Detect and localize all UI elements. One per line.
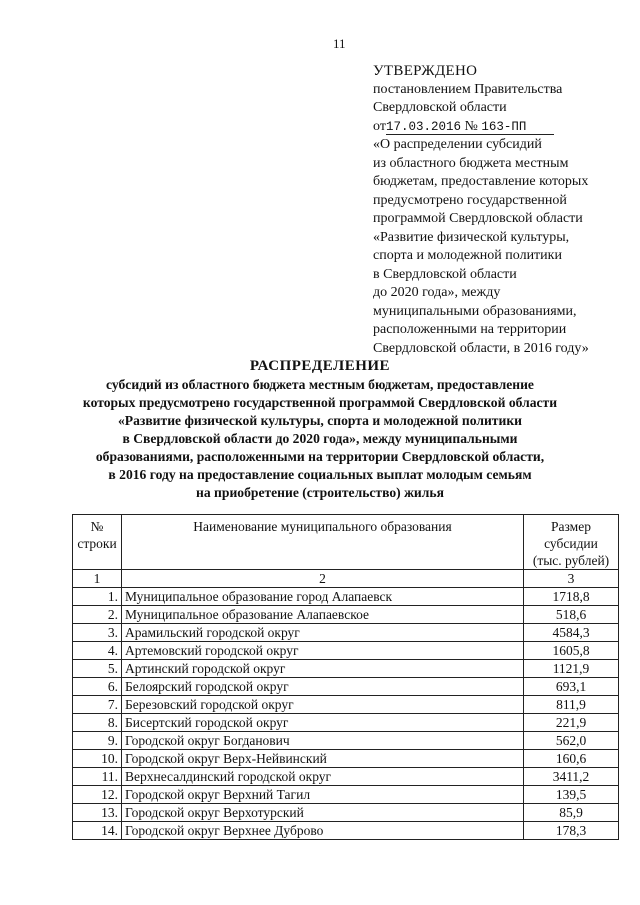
decree-prefix: от	[373, 118, 386, 134]
approval-line: в Свердловской области	[373, 266, 517, 282]
subsidy-amount: 139,5	[524, 786, 619, 804]
heading-line: на приобретение (строительство) жилья	[196, 485, 444, 500]
approval-line: предусмотрено государственной	[373, 192, 567, 208]
municipality-name: Белоярский городской округ	[122, 678, 524, 696]
municipality-name: Бисертский городской округ	[122, 714, 524, 732]
heading-title: РАСПРЕДЕЛЕНИЕ	[249, 358, 391, 374]
heading-line: образованиями, расположенными на территории Свердловской области,	[95, 449, 545, 464]
subsidy-amount: 811,9	[524, 696, 619, 714]
subsidy-table	[72, 514, 619, 840]
row-number: 7.	[73, 696, 122, 714]
subsidy-amount: 178,3	[524, 822, 619, 840]
table-row	[73, 732, 619, 750]
row-number: 10.	[73, 750, 122, 768]
municipality-name: Верхнесалдинский городской округ	[122, 768, 524, 786]
subsidy-amount: 1605,8	[524, 642, 619, 660]
decree-reference	[373, 118, 635, 137]
row-number: 6.	[73, 678, 122, 696]
subsidy-amount: 4584,3	[524, 624, 619, 642]
table-header-row	[73, 515, 619, 570]
subsidy-amount: 518,6	[524, 606, 619, 624]
municipality-name: Городской округ Верх-Нейвинский	[122, 750, 524, 768]
approval-line: до 2020 года», между	[373, 285, 501, 300]
decree-number: 163-ПП	[481, 119, 527, 134]
subsidy-amount: 693,1	[524, 678, 619, 696]
heading-line: в 2016 году на предоставление социальных выплат молодым семьям	[108, 467, 532, 482]
subsidy-amount: 85,9	[524, 804, 619, 822]
approval-block	[373, 62, 635, 358]
municipality-name: Муниципальное образование Алапаевское	[122, 606, 524, 624]
municipality-name: Городской округ Верхнее Дуброво	[122, 822, 524, 840]
table-row	[73, 714, 619, 732]
column-index: 1	[73, 570, 122, 588]
table-row	[73, 786, 619, 804]
approval-line: бюджетам, предоставление которых	[373, 174, 589, 189]
table-row	[73, 768, 619, 786]
subsidy-amount: 1718,8	[524, 588, 619, 606]
subsidy-amount: 221,9	[524, 714, 619, 732]
table-row	[73, 822, 619, 840]
subsidy-amount: 562,0	[524, 732, 619, 750]
table-row	[73, 678, 619, 696]
table-row	[73, 642, 619, 660]
approval-line: «О распределении субсидий	[373, 137, 542, 152]
row-number: 3.	[73, 624, 122, 642]
subsidy-amount: 1121,9	[524, 660, 619, 678]
approval-line: спорта и молодежной политики	[373, 248, 562, 263]
row-number: 12.	[73, 786, 122, 804]
municipality-name: Муниципальное образование город Алапаевск	[122, 588, 524, 606]
table-row	[73, 660, 619, 678]
decree-number-sign: №	[464, 118, 478, 134]
row-number: 14.	[73, 822, 122, 840]
row-number: 11.	[73, 768, 122, 786]
table-row	[73, 606, 619, 624]
decree-date: 17.03.2016	[385, 119, 461, 134]
approval-line: расположенными на территории	[373, 322, 567, 337]
approval-title: УТВЕРЖДЕНО	[373, 63, 478, 79]
document-heading	[20, 356, 620, 502]
row-number: 8.	[73, 714, 122, 732]
header-subsidy-amount: Размер субсидии (тыс. рублей)	[524, 515, 619, 570]
municipality-name: Городской округ Богданович	[122, 732, 524, 750]
table-row	[73, 804, 619, 822]
row-number: 1.	[73, 588, 122, 606]
subsidy-amount: 3411,2	[524, 768, 619, 786]
header-row-number: № строки	[73, 515, 122, 570]
approval-line: программой Свердловской области	[373, 211, 583, 226]
approval-line: из областного бюджета местным	[373, 155, 569, 171]
municipality-name: Городской округ Верхний Тагил	[122, 786, 524, 804]
row-number: 5.	[73, 660, 122, 678]
column-index-row	[73, 570, 619, 588]
heading-line: которых предусмотрено государственной программой Свердловской области	[82, 395, 558, 410]
approval-line: муниципальными образованиями,	[373, 303, 577, 319]
column-index: 2	[122, 570, 524, 588]
heading-line: «Развитие физической культуры, спорта и молодежной политики	[117, 413, 522, 428]
column-index: 3	[524, 570, 619, 588]
header-municipality: Наименование муниципального образования	[122, 515, 524, 570]
page-number: 11	[333, 36, 346, 51]
approval-line: Свердловской области, в 2016 году»	[373, 340, 589, 356]
municipality-name: Артемовский городской округ	[122, 642, 524, 660]
table-row	[73, 624, 619, 642]
municipality-name: Городской округ Верхотурский	[122, 804, 524, 822]
row-number: 13.	[73, 804, 122, 822]
municipality-name: Артинский городской округ	[122, 660, 524, 678]
municipality-name: Арамильский городской округ	[122, 624, 524, 642]
heading-line: в Свердловской области до 2020 года», между муниципальными	[122, 431, 518, 446]
approval-line: «Развитие физической культуры,	[373, 229, 570, 245]
row-number: 2.	[73, 606, 122, 624]
row-number: 9.	[73, 732, 122, 750]
row-number: 4.	[73, 642, 122, 660]
subsidy-amount: 160,6	[524, 750, 619, 768]
municipality-name: Березовский городской округ	[122, 696, 524, 714]
approval-line: постановлением Правительства	[373, 81, 563, 97]
table-row	[73, 588, 619, 606]
table-row	[73, 750, 619, 768]
heading-line: субсидий из областного бюджета местным бюджетам, предоставление	[106, 377, 534, 392]
table-row	[73, 696, 619, 714]
approval-line: Свердловской области	[373, 100, 507, 115]
